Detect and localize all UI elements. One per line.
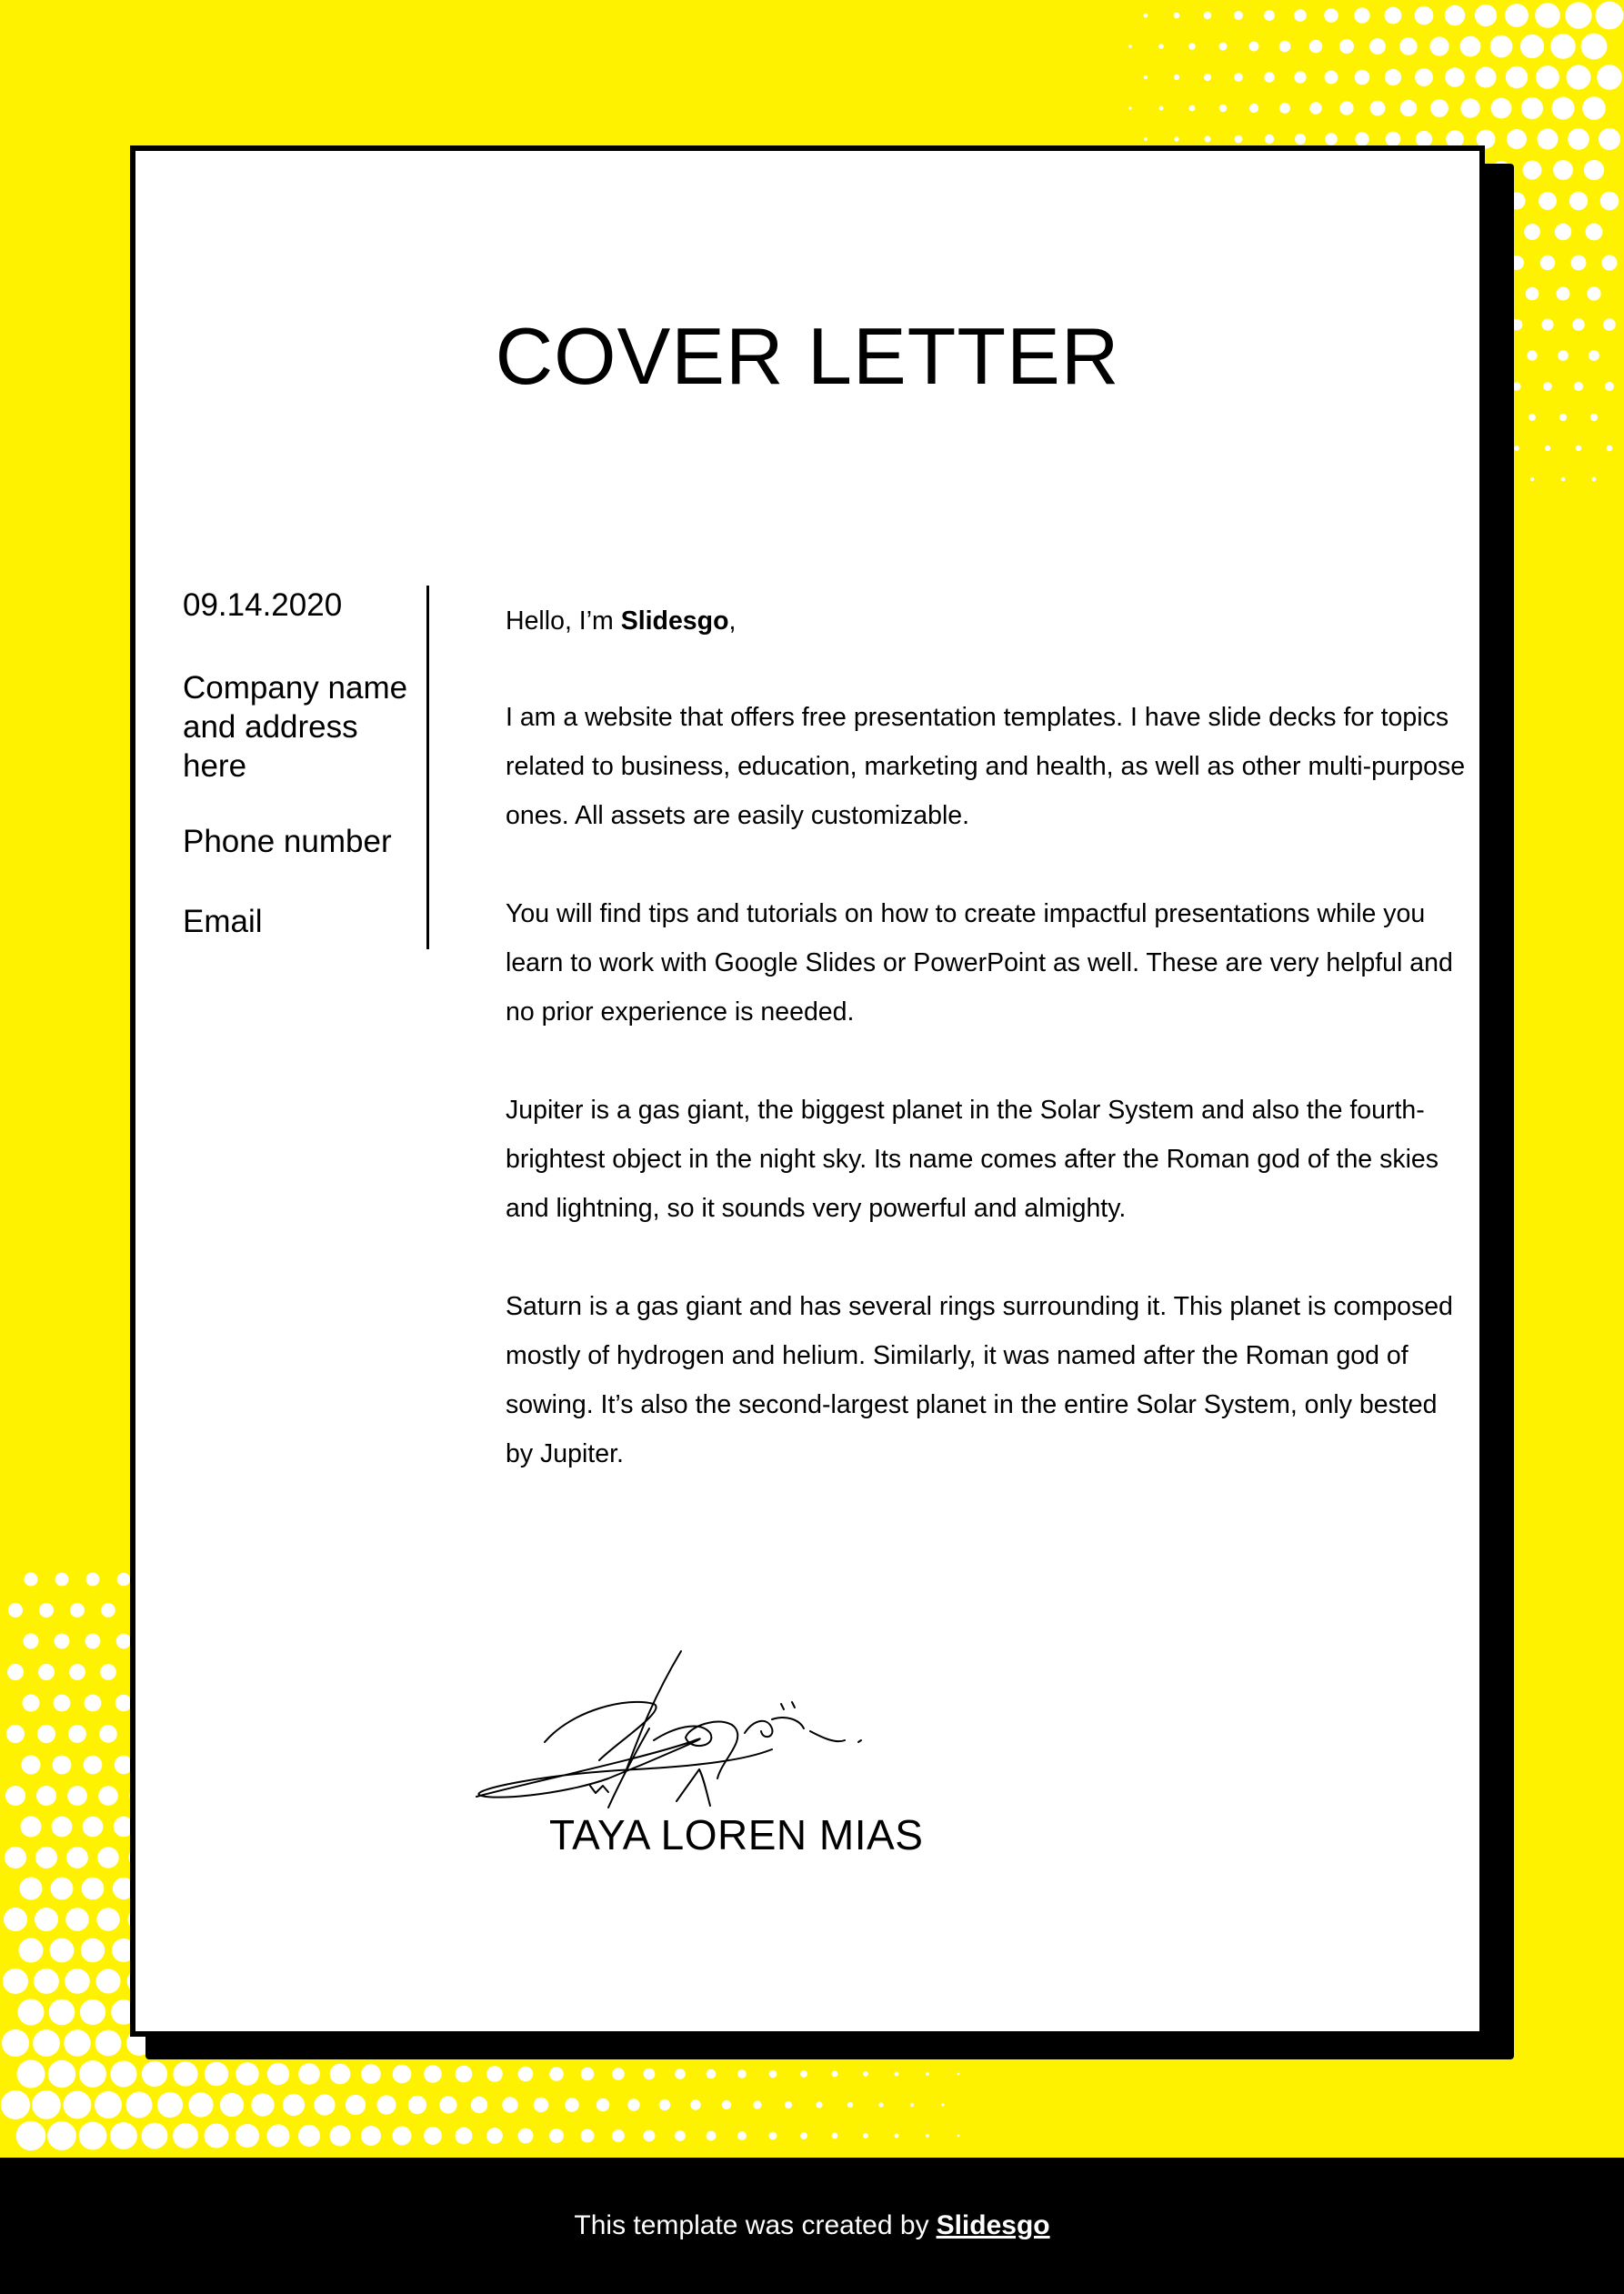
- halftone-dot: [1569, 192, 1588, 210]
- halftone-dot: [188, 2092, 213, 2117]
- halftone-dot: [1234, 11, 1243, 20]
- halftone-dot: [1399, 37, 1417, 55]
- halftone-dot: [1264, 72, 1274, 82]
- halftone-dot: [39, 1603, 54, 1618]
- halftone-dot: [1576, 446, 1581, 451]
- greeting-name: Slidesgo: [620, 606, 729, 636]
- halftone-dot: [627, 2099, 639, 2110]
- halftone-dot: [1264, 10, 1275, 21]
- halftone-dot: [1527, 350, 1537, 360]
- halftone-dot: [1369, 38, 1386, 55]
- halftone-dot: [95, 2030, 122, 2057]
- company-address: Company name and address here: [183, 670, 408, 784]
- halftone-dot: [110, 2122, 137, 2149]
- halftone-dot: [51, 1878, 74, 1900]
- halftone-dot: [486, 2066, 503, 2082]
- halftone-dot: [82, 1878, 105, 1900]
- halftone-dot: [20, 1878, 43, 1900]
- halftone-dot: [549, 2067, 564, 2081]
- halftone-dot: [1526, 287, 1539, 301]
- halftone-dot: [1205, 136, 1211, 143]
- halftone-dot: [84, 1756, 103, 1775]
- halftone-dot: [17, 2060, 45, 2089]
- greeting-prefix: Hello, I’m: [506, 606, 621, 636]
- halftone-dot: [1235, 135, 1243, 144]
- halftone-dot: [267, 2063, 289, 2085]
- halftone-dot: [1339, 39, 1354, 54]
- halftone-dot: [236, 2062, 258, 2085]
- phone-number: Phone number: [183, 824, 392, 859]
- halftone-dot: [832, 2071, 838, 2078]
- contact-sidebar: [183, 586, 419, 977]
- halftone-dot: [50, 1938, 75, 1963]
- halftone-dot: [863, 2071, 868, 2077]
- halftone-dot: [1536, 65, 1559, 89]
- halftone-dot: [52, 1817, 73, 1838]
- letter-date: 09.14.2020: [183, 587, 343, 623]
- halftone-dot: [393, 2127, 412, 2146]
- halftone-dot: [800, 2070, 807, 2078]
- halftone-dot: [79, 2122, 107, 2150]
- halftone-dot: [1325, 133, 1338, 145]
- halftone-dot: [173, 2123, 198, 2149]
- halftone-dot: [1587, 286, 1600, 300]
- halftone-dot: [926, 2134, 929, 2138]
- halftone-dot: [7, 1664, 24, 1680]
- halftone-dot: [1445, 5, 1465, 25]
- halftone-dot: [675, 2130, 686, 2141]
- halftone-dot: [1355, 70, 1370, 85]
- halftone-dot: [3, 1968, 28, 1994]
- halftone-dot: [21, 1817, 42, 1838]
- halftone-dot: [816, 2101, 822, 2108]
- halftone-dot: [1189, 105, 1196, 112]
- halftone-dot: [23, 1695, 40, 1712]
- halftone-dot: [1174, 136, 1178, 141]
- halftone-dot: [1589, 350, 1599, 361]
- halftone-dot: [1355, 132, 1368, 145]
- halftone-dot: [1295, 134, 1306, 145]
- halftone-dot: [81, 1938, 105, 1962]
- halftone-dot: [644, 2069, 656, 2080]
- halftone-dot: [1553, 160, 1573, 180]
- signer-name: TAYA LOREN MIAS: [549, 1811, 924, 1858]
- halftone-dot: [471, 2097, 487, 2113]
- halftone-dot: [1339, 101, 1353, 115]
- halftone-dot: [142, 2123, 168, 2149]
- halftone-dot: [1529, 414, 1536, 421]
- halftone-dot: [1445, 67, 1464, 86]
- halftone-dot: [1219, 105, 1227, 112]
- halftone-dot: [863, 2133, 868, 2139]
- halftone-dot: [1430, 99, 1449, 117]
- halftone-dot: [1144, 137, 1148, 141]
- halftone-dot: [769, 2132, 777, 2140]
- halftone-dot: [111, 2061, 137, 2088]
- halftone-dot: [1490, 35, 1513, 58]
- halftone-dot: [330, 2064, 351, 2085]
- halftone-dot: [1543, 382, 1552, 391]
- halftone-dot: [941, 2103, 944, 2106]
- halftone-dot: [895, 2072, 899, 2077]
- halftone-dot: [1370, 101, 1386, 116]
- halftone-dot: [283, 2094, 305, 2116]
- halftone-dot: [34, 1968, 59, 1994]
- halftone-dot: [1249, 42, 1259, 52]
- halftone-dot: [596, 2099, 609, 2111]
- halftone-dot: [33, 2029, 60, 2057]
- halftone-dot: [1557, 287, 1570, 301]
- cover-letter-page: [130, 145, 1485, 2037]
- halftone-dot: [1592, 477, 1597, 482]
- halftone-dot: [408, 2096, 426, 2114]
- halftone-dot: [314, 2094, 335, 2115]
- paragraph-1: I am a website that offers free presentation templates. I have slide decks for topics related to business, education, marketing and health, as well as other multi-purpose ones. All assets are easily customizable.: [506, 703, 1466, 830]
- halftone-dot: [675, 2069, 686, 2079]
- halftone-dot: [1521, 97, 1543, 119]
- halftone-dot: [1584, 160, 1604, 180]
- paragraph-3: Jupiter is a gas giant, the biggest planet in the Solar System and also the fourth-brightest object in the night sky. Its name comes after the Roman god of the skies and lightning, so it sounds very powerful and almighty.: [506, 1096, 1439, 1223]
- email: Email: [183, 904, 263, 939]
- halftone-dot: [1600, 192, 1619, 211]
- halftone-dot: [35, 1847, 57, 1868]
- halftone-dot: [68, 1725, 86, 1743]
- halftone-dot: [612, 2068, 625, 2080]
- halftone-dot: [1128, 106, 1131, 109]
- halftone-dot: [298, 2063, 320, 2085]
- halftone-dot: [4, 1908, 27, 1931]
- halftone-dot: [832, 2133, 838, 2139]
- halftone-dot: [424, 2127, 442, 2145]
- halftone-dot: [1552, 97, 1575, 120]
- paragraph-2: You will find tips and tutorials on how to create impactful presentations while you learn to work with Google Slides or PowerPoint as well. These are very helpful and no prior experience is needed.: [506, 899, 1453, 1027]
- halftone-dot: [18, 1999, 45, 2026]
- halftone-dot: [1559, 414, 1567, 421]
- halftone-dot: [1219, 43, 1228, 51]
- halftone-dot: [126, 2092, 153, 2119]
- halftone-dot: [957, 2135, 960, 2138]
- halftone-dot: [1159, 106, 1164, 111]
- halftone-dot: [64, 2091, 92, 2119]
- halftone-dot: [1386, 132, 1401, 147]
- halftone-dot: [69, 1664, 85, 1680]
- halftone-dot: [690, 2099, 700, 2109]
- halftone-dot: [1158, 44, 1164, 49]
- halftone-dot: [581, 2129, 595, 2143]
- halftone-dot: [25, 1573, 38, 1587]
- halftone-dot: [910, 2103, 914, 2107]
- halftone-dot: [1249, 104, 1258, 113]
- halftone-dot: [220, 2093, 244, 2117]
- letter-body: [506, 596, 1469, 1528]
- halftone-dot: [1605, 382, 1614, 391]
- halftone-dot: [19, 1938, 44, 1963]
- halftone-dot: [53, 1756, 72, 1775]
- halftone-dot: [1324, 8, 1338, 22]
- greeting-suffix: ,: [728, 606, 737, 636]
- halftone-dot: [173, 2061, 197, 2086]
- halftone-dot: [1555, 224, 1571, 240]
- halftone-dot: [1545, 446, 1550, 451]
- halftone-dot: [1400, 100, 1417, 116]
- halftone-dot: [70, 1603, 85, 1618]
- halftone-dot: [55, 1573, 69, 1587]
- halftone-dot: [54, 1695, 71, 1712]
- halftone-dot: [549, 2129, 564, 2143]
- halftone-dot: [1567, 65, 1591, 90]
- halftone-dot: [38, 1664, 55, 1680]
- halftone-dot: [65, 1908, 89, 1931]
- halftone-dot: [79, 2060, 106, 2088]
- halftone-dot: [49, 1999, 75, 2026]
- halftone-dot: [518, 2067, 534, 2082]
- halftone-dot: [67, 1786, 87, 1806]
- halftone-dot: [65, 1968, 90, 1994]
- halftone-dot: [1460, 98, 1479, 117]
- halftone-dot: [707, 2131, 717, 2141]
- halftone-dot: [1174, 75, 1179, 80]
- halftone-dot: [1582, 96, 1606, 120]
- halftone-dot: [95, 2091, 122, 2119]
- halftone-dot: [1491, 98, 1512, 119]
- halftone-dot: [267, 2125, 290, 2148]
- halftone-dot: [47, 2121, 76, 2150]
- halftone-dot: [1561, 477, 1566, 482]
- halftone-dot: [1599, 128, 1620, 150]
- halftone-dot: [612, 2129, 625, 2142]
- halftone-dot: [456, 2128, 473, 2145]
- halftone-dot: [1520, 35, 1544, 58]
- halftone-dot: [1174, 13, 1180, 19]
- halftone-dot: [1581, 34, 1608, 60]
- halftone-dot: [502, 2097, 517, 2112]
- halftone-dot: [1415, 68, 1433, 86]
- footer-bar: [0, 2158, 1624, 2294]
- paragraph-4: Saturn is a gas giant and has several rings surrounding it. This planet is composed mostly of hydrogen and helium. Similarly, it was named after the Roman god of sowing. It’s also the second-largest planet in the entire Solar System, only bested by Jupiter.: [506, 1292, 1453, 1468]
- halftone-dot: [424, 2065, 442, 2083]
- halftone-dot: [659, 2099, 670, 2110]
- halftone-dot: [1596, 2, 1624, 30]
- halftone-dot: [1590, 414, 1598, 421]
- halftone-dot: [64, 2029, 90, 2056]
- sidebar-divider: [426, 586, 429, 949]
- halftone-dot: [1385, 69, 1401, 85]
- halftone-dot: [1309, 40, 1322, 53]
- halftone-dot: [1144, 14, 1148, 18]
- halftone-dot: [1540, 255, 1555, 270]
- halftone-dot: [116, 1634, 132, 1649]
- halftone-dot: [2, 2029, 29, 2057]
- halftone-dot: [346, 2095, 366, 2115]
- halftone-dot: [86, 1573, 100, 1587]
- halftone-dot: [1514, 446, 1519, 451]
- halftone-dot: [205, 2062, 228, 2086]
- halftone-dot: [142, 2061, 167, 2087]
- halftone-dot: [565, 2098, 578, 2111]
- halftone-dot: [1188, 43, 1195, 49]
- halftone-dot: [1234, 73, 1243, 82]
- halftone-dot: [737, 2069, 747, 2079]
- halftone-dot: [96, 1908, 119, 1930]
- halftone-dot: [1530, 477, 1534, 481]
- halftone-dot: [22, 1756, 41, 1775]
- halftone-dot: [205, 2124, 229, 2149]
- halftone-dot: [393, 2065, 412, 2084]
- halftone-dot: [1204, 74, 1211, 81]
- halftone-dot: [1607, 446, 1613, 452]
- page-title: COVER LETTER: [495, 311, 1120, 401]
- halftone-dot: [85, 1634, 101, 1649]
- halftone-dot: [32, 2090, 61, 2119]
- halftone-dot: [1603, 318, 1616, 331]
- halftone-dot: [753, 2100, 761, 2109]
- halftone-dot: [456, 2066, 473, 2083]
- halftone-dot: [1279, 103, 1290, 114]
- halftone-dot: [376, 2095, 396, 2114]
- halftone-dot: [800, 2132, 807, 2139]
- halftone-dot: [1558, 350, 1569, 361]
- halftone-dot: [1128, 45, 1132, 48]
- halftone-dot: [1574, 382, 1583, 391]
- halftone-dot: [1309, 102, 1321, 114]
- halftone-dot: [1523, 161, 1542, 180]
- halftone-dot: [785, 2101, 792, 2109]
- halftone-dot: [1144, 75, 1148, 79]
- halftone-dot: [330, 2126, 351, 2147]
- halftone-dot: [37, 1725, 55, 1743]
- halftone-dot: [251, 2093, 274, 2116]
- halftone-dot: [1597, 65, 1622, 90]
- halftone-dot: [117, 1573, 131, 1587]
- halftone-dot: [1354, 7, 1369, 23]
- halftone-dot: [1602, 255, 1618, 271]
- halftone-dot: [85, 1695, 102, 1712]
- halftone-dot: [100, 1664, 116, 1680]
- halftone-dot: [97, 1847, 118, 1868]
- halftone-dot: [581, 2068, 595, 2081]
- halftone-dot: [1542, 319, 1554, 331]
- halftone-dot: [66, 1847, 88, 1868]
- halftone-dot: [769, 2070, 777, 2079]
- halftone-dot: [1265, 135, 1274, 144]
- halftone-dot: [36, 1786, 56, 1806]
- halftone-dot: [99, 1725, 117, 1743]
- halftone-dot: [722, 2100, 731, 2109]
- footer-text: This template was created by: [574, 2210, 929, 2240]
- halftone-dot: [1, 2090, 30, 2119]
- halftone-dot: [1565, 2, 1591, 28]
- halftone-dot: [1415, 6, 1434, 25]
- halftone-dot: [1475, 5, 1497, 26]
- halftone-dot: [6, 1725, 25, 1743]
- halftone-dot: [926, 2072, 929, 2076]
- halftone-dot: [707, 2069, 717, 2079]
- halftone-dot: [236, 2124, 259, 2148]
- halftone-dot: [878, 2102, 883, 2107]
- halftone-dot: [101, 1603, 115, 1618]
- halftone-dot: [1429, 36, 1449, 55]
- signature-image: [472, 1633, 981, 1815]
- halftone-dot: [1571, 255, 1587, 271]
- halftone-dot: [5, 1786, 25, 1806]
- halftone-dot: [1385, 7, 1402, 25]
- halftone-dot: [298, 2125, 320, 2147]
- halftone-dot: [439, 2096, 456, 2113]
- halftone-dot: [534, 2098, 548, 2112]
- halftone-dot: [5, 1847, 26, 1868]
- halftone-dot: [847, 2102, 853, 2108]
- greeting: [506, 596, 1469, 646]
- halftone-dot: [1524, 224, 1540, 240]
- halftone-dot: [1506, 66, 1528, 88]
- halftone-dot: [1294, 9, 1307, 22]
- halftone-dot: [35, 1908, 58, 1931]
- halftone-dot: [48, 2060, 75, 2088]
- halftone-dot: [1204, 12, 1211, 19]
- halftone-dot: [1539, 192, 1557, 210]
- halftone-dot: [1572, 318, 1584, 330]
- halftone-dot: [1505, 4, 1529, 27]
- halftone-dot: [1538, 129, 1559, 150]
- halftone-dot: [518, 2129, 534, 2144]
- halftone-dot: [8, 1603, 23, 1618]
- halftone-dot: [1568, 128, 1589, 150]
- halftone-dot: [1476, 67, 1497, 88]
- halftone-dot: [80, 1999, 105, 2025]
- halftone-dot: [98, 1786, 118, 1806]
- halftone-dot: [361, 2126, 381, 2146]
- slidesgo-link[interactable]: Slidesgo: [936, 2210, 1050, 2240]
- halftone-dot: [55, 1634, 70, 1649]
- halftone-dot: [895, 2134, 899, 2139]
- halftone-dot: [16, 2121, 46, 2151]
- halftone-dot: [1294, 71, 1306, 83]
- halftone-dot: [1535, 3, 1560, 28]
- halftone-dot: [486, 2128, 503, 2144]
- halftone-dot: [1507, 129, 1527, 149]
- halftone-dot: [644, 2130, 656, 2142]
- halftone-dot: [1325, 71, 1338, 85]
- halftone-dot: [1550, 34, 1576, 59]
- halftone-dot: [83, 1817, 104, 1838]
- halftone-dot: [1586, 224, 1603, 241]
- halftone-dot: [157, 2092, 183, 2118]
- halftone-dot: [24, 1634, 39, 1649]
- halftone-dot: [957, 2073, 960, 2076]
- halftone-dot: [361, 2064, 381, 2084]
- halftone-dot: [1460, 36, 1481, 57]
- halftone-dot: [96, 1969, 121, 1994]
- halftone-dot: [1279, 41, 1291, 53]
- halftone-dot: [737, 2131, 747, 2140]
